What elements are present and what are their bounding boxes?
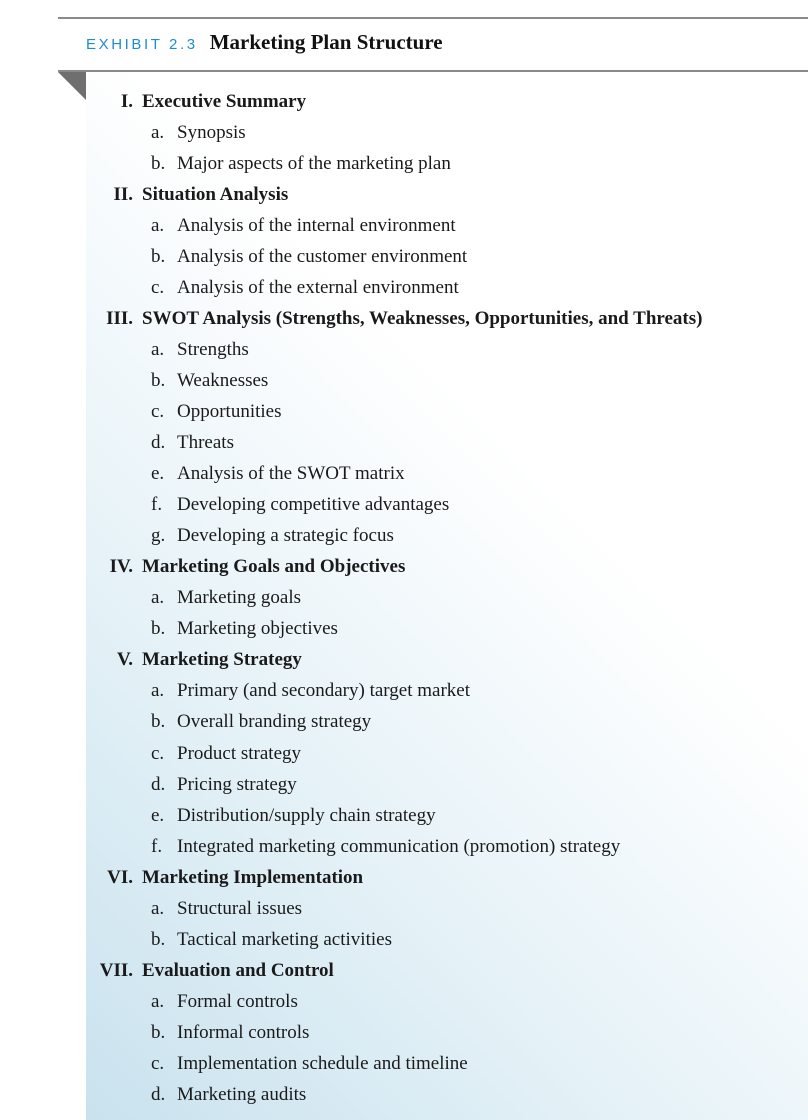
outline-item <box>0 924 808 955</box>
section-title: Executive Summary <box>142 90 307 112</box>
item-text: Opportunities <box>177 400 282 422</box>
section-numeral: III. <box>106 307 133 329</box>
item-text: Strengths <box>177 338 249 360</box>
item-text: Structural issues <box>177 897 303 919</box>
item-letter: a. <box>151 897 165 919</box>
item-letter: a. <box>151 214 165 236</box>
item-letter: c. <box>151 400 165 422</box>
outline-item <box>0 1080 808 1111</box>
outline-item <box>0 117 808 148</box>
item-text: Marketing goals <box>177 587 302 609</box>
outline-item <box>0 1017 808 1048</box>
section-numeral: VII. <box>99 959 133 981</box>
item-text: Threats <box>177 432 234 454</box>
item-letter: f. <box>151 835 163 857</box>
item-letter: e. <box>151 463 165 485</box>
section-numeral: II. <box>113 183 133 205</box>
outline-item <box>0 986 808 1017</box>
outline-list <box>0 86 808 1111</box>
outline-item <box>0 676 808 707</box>
outline-item <box>0 241 808 272</box>
item-text: Synopsis <box>177 121 246 143</box>
item-text: Integrated marketing communication (promotion) strategy <box>177 835 621 857</box>
section-numeral: IV. <box>109 556 133 578</box>
section-title: Marketing Goals and Objectives <box>142 556 406 578</box>
item-text: Weaknesses <box>177 369 269 391</box>
item-letter: f. <box>151 494 163 516</box>
outline-section <box>0 955 808 986</box>
item-letter: b. <box>151 618 166 640</box>
item-text: Primary (and secondary) target market <box>177 680 470 702</box>
outline-item <box>0 769 808 800</box>
item-letter: b. <box>151 245 166 267</box>
item-letter: d. <box>151 1084 166 1106</box>
outline-item <box>0 583 808 614</box>
exhibit-label: EXHIBIT 2.3 <box>86 36 198 53</box>
outline-section <box>0 303 808 334</box>
item-text: Overall branding strategy <box>177 711 372 733</box>
item-text: Analysis of the SWOT matrix <box>177 463 405 485</box>
section-title: Evaluation and Control <box>142 959 334 981</box>
exhibit-title: Marketing Plan Structure <box>209 30 443 54</box>
item-text: Implementation schedule and timeline <box>177 1052 468 1074</box>
outline-item <box>0 272 808 303</box>
outline-item <box>0 738 808 769</box>
item-letter: d. <box>151 432 166 454</box>
outline-item <box>0 459 808 490</box>
item-letter: b. <box>151 1021 166 1043</box>
item-text: Informal controls <box>177 1021 310 1043</box>
outline-item <box>0 428 808 459</box>
item-letter: b. <box>151 152 166 174</box>
section-numeral: VI. <box>107 866 133 888</box>
section-title: Marketing Implementation <box>142 866 364 888</box>
section-numeral: V. <box>116 649 133 671</box>
outline-section <box>0 179 808 210</box>
outline-item <box>0 1048 808 1079</box>
item-letter: a. <box>151 121 165 143</box>
item-letter: c. <box>151 1052 165 1074</box>
outline-item <box>0 210 808 241</box>
section-numeral: I. <box>120 90 133 112</box>
item-letter: a. <box>151 990 165 1012</box>
item-text: Formal controls <box>177 990 298 1012</box>
item-text: Analysis of the customer environment <box>177 245 468 267</box>
item-text: Major aspects of the marketing plan <box>177 152 451 174</box>
outline-section <box>0 862 808 893</box>
section-title: Marketing Strategy <box>142 649 302 671</box>
outline-item <box>0 521 808 552</box>
item-text: Developing a strategic focus <box>177 525 394 547</box>
outline-item <box>0 334 808 365</box>
item-text: Product strategy <box>177 742 302 764</box>
item-letter: b. <box>151 928 166 950</box>
item-text: Marketing audits <box>177 1084 307 1106</box>
outline-item <box>0 148 808 179</box>
item-letter: c. <box>151 276 165 298</box>
outline-section <box>0 645 808 676</box>
outline-item <box>0 396 808 427</box>
item-letter: b. <box>151 369 166 391</box>
item-text: Analysis of the internal environment <box>177 214 456 236</box>
item-text: Analysis of the external environment <box>177 276 459 298</box>
outline-section <box>0 552 808 583</box>
item-letter: e. <box>151 804 165 826</box>
item-text: Tactical marketing activities <box>177 928 392 950</box>
outline-item <box>0 490 808 521</box>
section-title: Situation Analysis <box>142 183 289 205</box>
item-text: Marketing objectives <box>177 618 338 640</box>
outline-item <box>0 614 808 645</box>
item-letter: a. <box>151 338 165 360</box>
header-top-rule <box>58 17 808 19</box>
outline-item <box>0 831 808 862</box>
item-text: Distribution/supply chain strategy <box>177 804 436 826</box>
item-letter: a. <box>151 587 165 609</box>
outline-section <box>0 86 808 117</box>
item-text: Pricing strategy <box>177 773 297 795</box>
section-title: SWOT Analysis (Strengths, Weaknesses, Opportunities, and Threats) <box>142 307 703 329</box>
item-text: Developing competitive advantages <box>177 494 450 516</box>
item-letter: d. <box>151 773 166 795</box>
item-letter: a. <box>151 680 165 702</box>
exhibit-header <box>86 30 443 60</box>
item-letter: g. <box>151 525 166 547</box>
outline-item <box>0 893 808 924</box>
outline-item <box>0 707 808 738</box>
outline-item <box>0 365 808 396</box>
item-letter: c. <box>151 742 165 764</box>
item-letter: b. <box>151 711 166 733</box>
outline-item <box>0 800 808 831</box>
